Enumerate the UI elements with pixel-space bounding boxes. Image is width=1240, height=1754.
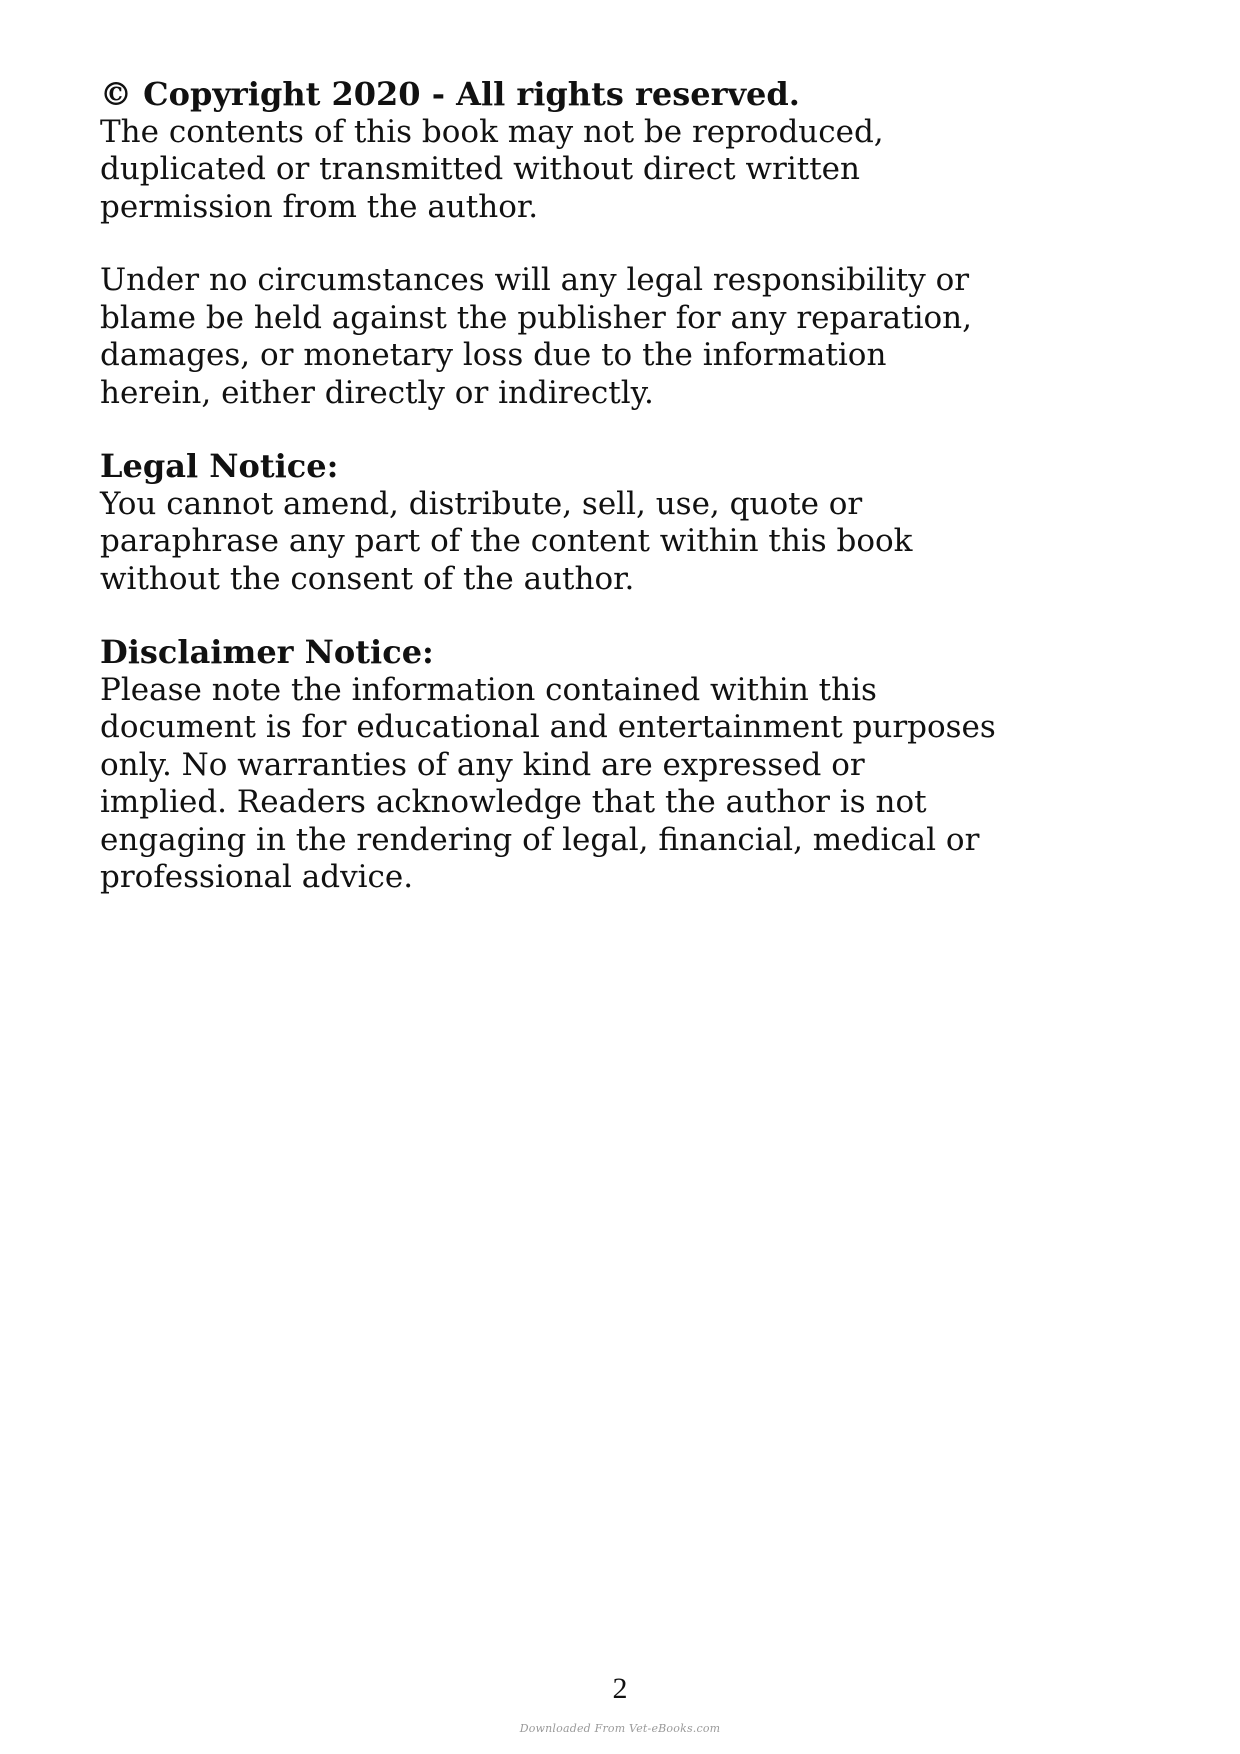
- download-watermark: Downloaded From Vet-eBooks.com: [519, 1722, 721, 1735]
- legal-notice-heading: Legal Notice:: [100, 447, 339, 485]
- disclaimer-notice-section: [100, 634, 1140, 897]
- responsibility-section: [100, 262, 1140, 412]
- disclaimer-notice-heading: Disclaimer Notice:: [100, 633, 434, 671]
- copyright-text: The contents of this book may not be reproduced, duplicated or transmitted without direct written permission from the author.: [100, 113, 884, 225]
- responsibility-text: Under no circumstances will any legal responsibility or blame be held against the publisher for any reparation, damages, or monetary loss due to the information herein, either directly or indirectly.: [100, 262, 972, 411]
- copyright-section: [100, 76, 1140, 226]
- document-page: [100, 76, 1140, 933]
- legal-notice-text: You cannot amend, distribute, sell, use, quote or paraphrase any part of the content within this book without the consent of the author.: [100, 485, 913, 597]
- disclaimer-notice-text: Please note the information contained within this document is for educational and entertainment purposes only. No warranties of any kind are expressed or implied. Readers acknowledge that the author is not engaging in the rendering of legal, financial, medical or professional advice.: [100, 671, 996, 895]
- legal-notice-section: [100, 448, 1140, 598]
- page-number: 2: [612, 1672, 628, 1705]
- copyright-heading: © Copyright 2020 - All rights reserved.: [100, 75, 800, 113]
